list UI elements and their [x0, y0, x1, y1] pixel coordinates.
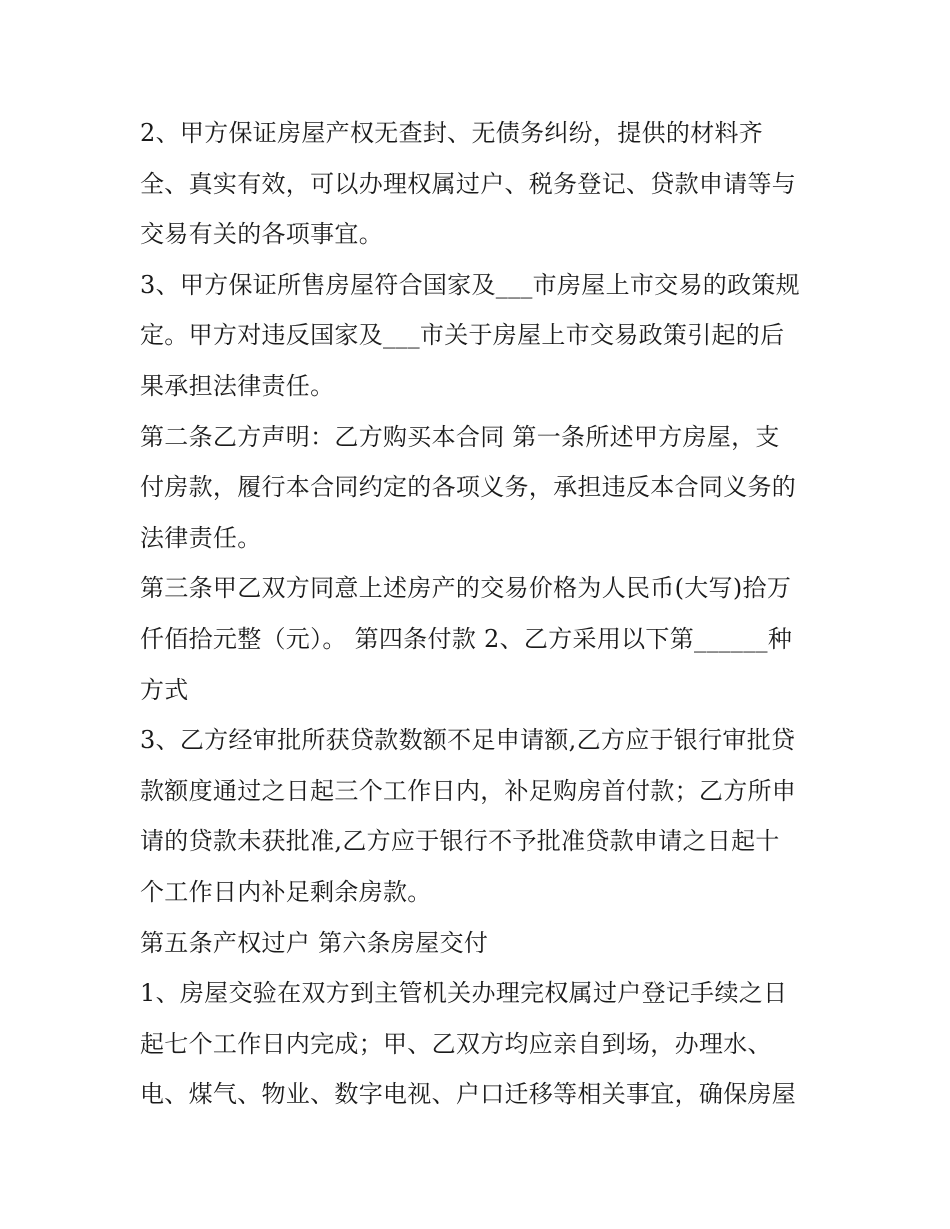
- text-line: 第五条产权过户 第六条房屋交付: [140, 928, 489, 957]
- text-line: 法律责任。: [140, 523, 262, 552]
- text-line: 个工作日内补足剩余房款。: [140, 877, 432, 906]
- text-line: 3、甲方保证所售房屋符合国家及___市房屋上市交易的政策规: [140, 270, 800, 299]
- text-line: 方式: [140, 675, 189, 704]
- text-line: 3、乙方经审批所获贷款数额不足申请额,乙方应于银行审批贷: [140, 726, 796, 755]
- text-line: 仟佰拾元整（元）。 第四条付款 2、乙方采用以下第______种: [140, 624, 793, 653]
- text-line: 第三条甲乙双方同意上述房产的交易价格为人民币(大写)拾万: [140, 574, 792, 603]
- text-line: 交易有关的各项事宜。: [140, 220, 383, 249]
- text-line: 果承担法律责任。: [140, 371, 335, 400]
- text-line: 定。甲方对违反国家及___市关于房屋上市交易政策引起的后: [140, 321, 785, 350]
- text-line: 付房款，履行本合同约定的各项义务，承担违反本合同义务的: [140, 473, 797, 502]
- text-line: 款额度通过之日起三个工作日内，补足购房首付款；乙方所申: [140, 776, 797, 805]
- text-line: 请的贷款未获批准,乙方应于银行不予批准贷款申请之日起十: [140, 827, 780, 856]
- document-body: [140, 108, 820, 1120]
- text-line: 全、真实有效，可以办理权属过户、税务登记、贷款申请等与: [140, 169, 797, 198]
- text-line: 2、甲方保证房屋产权无查封、无债务纠纷，提供的材料齐: [140, 119, 764, 147]
- text-line: 起七个工作日内完成；甲、乙双方均应亲自到场，办理水、: [140, 1029, 772, 1058]
- text-line: 1、房屋交验在双方到主管机关办理完权属过户登记手续之日: [140, 979, 788, 1008]
- text-line: 电、煤气、物业、数字电视、户口迁移等相关事宜，确保房屋: [140, 1080, 797, 1109]
- text-line: 第二条乙方声明：乙方购买本合同 第一条所述甲方房屋，支: [140, 422, 780, 451]
